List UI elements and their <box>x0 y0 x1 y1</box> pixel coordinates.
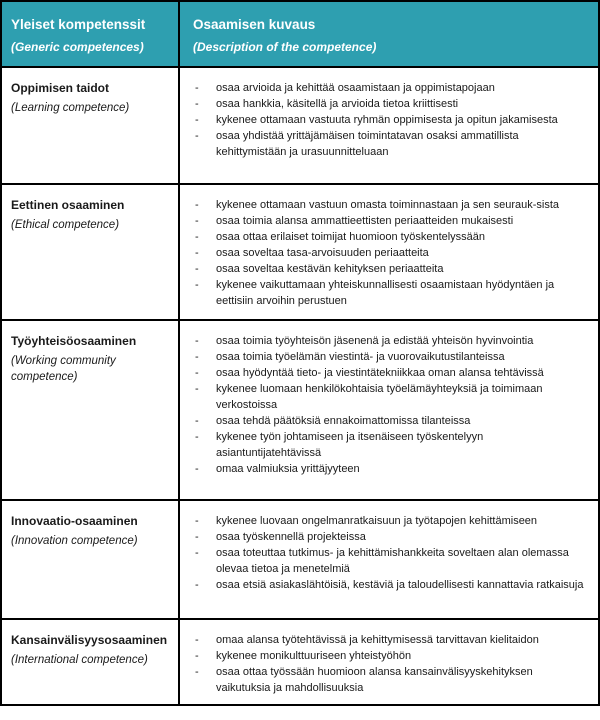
list-item <box>193 197 588 213</box>
list-item <box>193 664 588 696</box>
competence-name-cell <box>2 620 180 704</box>
list-item <box>193 632 588 648</box>
list-item-text: kykenee luomaan henkilökohtaisia työelämäyhteyksiä ja toimimaan verkostoissa <box>216 383 543 411</box>
list-item <box>193 648 588 664</box>
bullet-dash: - <box>195 98 199 110</box>
table-header-row <box>2 2 598 66</box>
bullet-dash: - <box>195 666 199 678</box>
list-item-text: kykenee työn johtamiseen ja itsenäiseen työskentelyyn asiantuntijatehtävissä <box>216 431 484 459</box>
list-item <box>193 229 588 245</box>
list-item-text: osaa ottaa erilaiset toimijat huomioon työskentelyssään <box>216 231 486 243</box>
list-item <box>193 96 588 112</box>
list-item <box>193 529 588 545</box>
competence-description-cell <box>180 185 598 319</box>
competence-name-cell <box>2 321 180 499</box>
list-item <box>193 545 588 577</box>
bullet-dash: - <box>195 263 199 275</box>
bullet-dash: - <box>195 531 199 543</box>
list-item-text: omaa alansa työtehtävissä ja kehittymisessä tarvittavan kielitaidon <box>216 634 539 646</box>
list-item-text: osaa soveltaa tasa-arvoisuuden periaatteita <box>216 247 429 259</box>
bullet-dash: - <box>195 463 199 475</box>
competence-subtitle: (Working community competence) <box>11 355 116 383</box>
competence-description-cell <box>180 68 598 183</box>
bullet-dash: - <box>195 383 199 395</box>
competence-title: Oppimisen taidot <box>11 81 110 95</box>
table-row-ethical-competence <box>2 183 598 319</box>
competence-description-cell <box>180 321 598 499</box>
list-item <box>193 277 588 309</box>
list-item <box>193 413 588 429</box>
table-row-learning-competence <box>2 66 598 183</box>
list-item-text: osaa työskennellä projekteissa <box>216 531 366 543</box>
bullet-dash: - <box>195 114 199 126</box>
list-item <box>193 333 588 349</box>
bullet-dash: - <box>195 515 199 527</box>
table-row-international-competence <box>2 618 598 704</box>
competence-subtitle: (Innovation competence) <box>11 535 138 547</box>
list-item <box>193 245 588 261</box>
bullet-dash: - <box>195 547 199 559</box>
header-col2-subtitle: (Description of the competence) <box>193 40 377 54</box>
list-item-text: osaa soveltaa kestävän kehityksen periaatteita <box>216 263 444 275</box>
competence-name-cell <box>2 501 180 618</box>
list-item-text: kykenee ottamaan vastuun omasta toiminnastaan ja sen seurauk-sista <box>216 199 560 211</box>
list-item-text: osaa tehdä päätöksiä ennakoimattomissa tilanteissa <box>216 415 471 427</box>
list-item-text: osaa hyödyntää tieto- ja viestintätekniikkaa oman alansa tehtävissä <box>216 367 544 379</box>
list-item <box>193 577 588 593</box>
list-item <box>193 381 588 413</box>
list-item <box>193 461 588 477</box>
list-item-text: kykenee luovaan ongelmanratkaisuun ja työtapojen kehittämiseen <box>216 515 538 527</box>
list-item <box>193 261 588 277</box>
header-col1-subtitle: (Generic competences) <box>11 40 144 54</box>
competence-name-cell <box>2 68 180 183</box>
bullet-dash: - <box>195 431 199 443</box>
table-row-working-community-competence <box>2 319 598 499</box>
table-row-innovation-competence <box>2 499 598 618</box>
list-item <box>193 128 588 160</box>
list-item <box>193 112 588 128</box>
bullet-dash: - <box>195 351 199 363</box>
bullet-dash: - <box>195 335 199 347</box>
list-item-text: osaa etsiä asiakaslähtöisiä, kestäviä ja taloudellisesti kannattavia ratkaisuja <box>216 579 584 591</box>
list-item <box>193 349 588 365</box>
bullet-list <box>193 333 588 477</box>
bullet-dash: - <box>195 215 199 227</box>
bullet-dash: - <box>195 279 199 291</box>
competence-title: Innovaatio-osaaminen <box>11 514 138 528</box>
header-cell-description <box>180 2 598 66</box>
list-item-text: kykenee ottamaan vastuuta ryhmän oppimisesta ja opitun jakamisesta <box>216 114 558 126</box>
bullet-list <box>193 197 588 309</box>
list-item <box>193 513 588 529</box>
list-item <box>193 80 588 96</box>
bullet-list <box>193 513 588 593</box>
bullet-dash: - <box>195 367 199 379</box>
list-item-text: omaa valmiuksia yrittäjyyteen <box>216 463 360 475</box>
competence-description-cell <box>180 620 598 704</box>
list-item-text: osaa toimia työyhteisön jäsenenä ja edistää yhteisön hyvinvointia <box>216 335 534 347</box>
bullet-list <box>193 632 588 696</box>
list-item-text: osaa toimia työelämän viestintä- ja vuorovaikutustilanteissa <box>216 351 505 363</box>
list-item-text: kykenee vaikuttamaan yhteiskunnallisesti osaamistaan hyödyntäen ja eettisiin arvoihin perustuen <box>216 279 555 307</box>
bullet-dash: - <box>195 82 199 94</box>
bullet-dash: - <box>195 415 199 427</box>
bullet-dash: - <box>195 650 199 662</box>
header-cell-generic-competences <box>2 2 180 66</box>
bullet-dash: - <box>195 634 199 646</box>
bullet-dash: - <box>195 130 199 142</box>
competence-title: Kansainvälisyysosaaminen <box>11 633 168 647</box>
list-item <box>193 365 588 381</box>
list-item-text: osaa hankkia, käsitellä ja arvioida tietoa kriittisesti <box>216 98 459 110</box>
bullet-dash: - <box>195 247 199 259</box>
bullet-dash: - <box>195 231 199 243</box>
competence-title: Työyhteisöosaaminen <box>11 334 137 348</box>
bullet-dash: - <box>195 199 199 211</box>
list-item <box>193 213 588 229</box>
list-item-text: kykenee monikulttuuriseen yhteistyöhön <box>216 650 412 662</box>
list-item <box>193 429 588 461</box>
competence-subtitle: (Ethical competence) <box>11 219 120 231</box>
list-item-text: osaa arvioida ja kehittää osaamistaan ja oppimistapojaan <box>216 82 495 94</box>
bullet-dash: - <box>195 579 199 591</box>
list-item-text: osaa yhdistää yrittäjämäisen toimintatavan osaksi ammatillista kehittymistään ja urasuunnitteluaan <box>216 130 519 158</box>
list-item-text: osaa ottaa työssään huomioon alansa kansainvälisyyskehityksen vaikutuksia ja mahdollisuuksia <box>216 666 533 694</box>
bullet-list <box>193 80 588 160</box>
competence-description-cell <box>180 501 598 618</box>
list-item-text: osaa toteuttaa tutkimus- ja kehittämishankkeita soveltaen alan olemassa olevaa tietoa ja menetelmiä <box>216 547 569 575</box>
header-col2-title: Osaamisen kuvaus <box>193 17 316 32</box>
list-item-text: osaa toimia alansa ammattieettisten periaatteiden mukaisesti <box>216 215 514 227</box>
competence-subtitle: (International competence) <box>11 654 148 666</box>
header-col1-title: Yleiset kompetenssit <box>11 17 146 32</box>
competence-subtitle: (Learning competence) <box>11 102 130 114</box>
competence-title: Eettinen osaaminen <box>11 198 125 212</box>
competence-name-cell <box>2 185 180 319</box>
